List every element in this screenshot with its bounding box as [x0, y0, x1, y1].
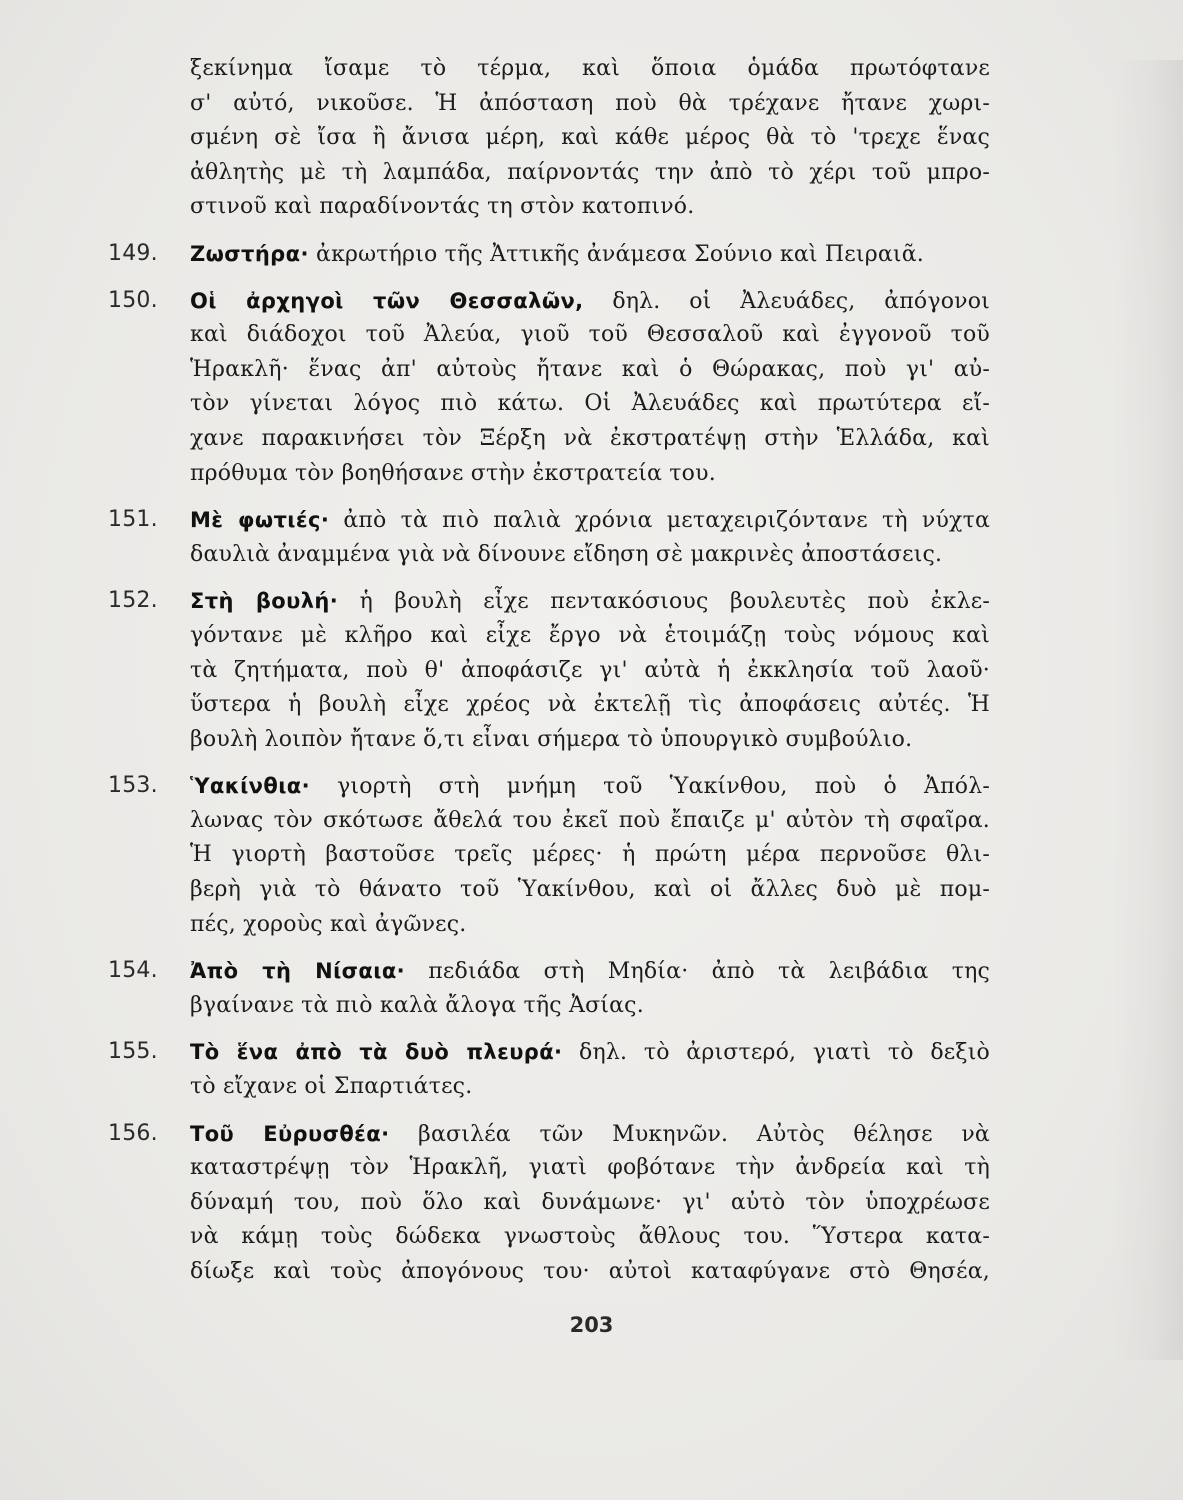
- note-number: 150.: [108, 287, 158, 313]
- note-heading: Ζωστήρα·: [190, 241, 309, 266]
- text-line: καὶ διάδοχοι τοῦ Ἀλεύα, γιοῦ τοῦ Θεσσαλοῦ καὶ ἐγγονοῦ τοῦ: [190, 322, 990, 348]
- note-number: 156.: [108, 1120, 158, 1146]
- text-line: Ἡρακλῆ· ἕνας ἀπ' αὐτοὺς ἤτανε καὶ ὁ Θώρακας, ποὺ γι' αὐ-: [190, 356, 990, 382]
- note-number: 155.: [108, 1039, 158, 1065]
- text-line: σ' αὐτό, νικοῦσε. Ἡ ἀπόσταση ποὺ θὰ τρέχανε ἤτανε χωρι-: [190, 90, 990, 116]
- text-line: [190, 584, 990, 619]
- note-number: 151.: [108, 507, 158, 533]
- text-line: τὸ εἴχανε οἱ Σπαρτιάτες.: [190, 1074, 473, 1100]
- text-line: [190, 237, 990, 272]
- text-line: [190, 954, 990, 989]
- note-text: γιορτὴ στὴ μνήμη τοῦ Ὑακίνθου, ποὺ ὁ Ἀπόλ-: [337, 774, 990, 800]
- text-line: [190, 1117, 990, 1152]
- text-line: σμένη σὲ ἴσα ἢ ἄνισα μέρη, καὶ κάθε μέρος θὰ τὸ 'τρεχε ἕνας: [190, 125, 990, 151]
- text-line: Ἡ γιορτὴ βαστοῦσε τρεῖς μέρες· ἡ πρώτη μέρα περνοῦσε θλι-: [190, 842, 990, 868]
- note-number: 149.: [108, 240, 158, 266]
- text-line: λωνας τὸν σκότωσε ἄθελά του ἐκεῖ ποὺ ἔπαιζε μ' αὐτὸν τὴ σφαῖρα.: [190, 807, 990, 833]
- text-line: δίωξε καὶ τοὺς ἀπογόνους του· αὐτοὶ καταφύγανε στὸ Θησέα,: [190, 1259, 990, 1284]
- text-line: γόντανε μὲ κλῆρο καὶ εἶχε ἔργο νὰ ἑτοιμάζῃ τοὺς νόμους καὶ: [190, 622, 990, 648]
- note-text: ἀπὸ τὰ πιὸ παλιὰ χρόνια μεταχειριζόντανε τὴ νύχτα: [343, 508, 990, 534]
- note-entry-149: [108, 237, 990, 272]
- text-line: ὕστερα ἡ βουλὴ εἶχε χρέος νὰ ἐκτελῇ τὶς ἀποφάσεις αὐτές. Ἡ: [190, 692, 990, 718]
- note-heading: Μὲ φωτιές·: [190, 508, 330, 533]
- text-line: [190, 769, 990, 804]
- text-line: βουλὴ λοιπὸν ἤτανε ὅ,τι εἶναι σήμερα τὸ ὑπουργικὸ συμβούλιο.: [190, 726, 913, 752]
- show-through-shadow: [1113, 60, 1183, 1360]
- text-line: ἀθλητὴς μὲ τὴ λαμπάδα, παίρνοντάς την ἀπὸ τὸ χέρι τοῦ μπρο-: [190, 159, 990, 185]
- text-line: χανε παρακινήσει τὸν Ξέρξη νὰ ἐκστρατέψῃ στὴν Ἑλλάδα, καὶ: [190, 425, 990, 451]
- notes-text: [108, 52, 991, 1290]
- intro-paragraph: [190, 52, 990, 225]
- note-heading: Ὑακίνθια·: [190, 774, 310, 799]
- page-number: 203: [569, 1313, 614, 1337]
- text-line: στινοῦ καὶ παραδίνοντάς τη στὸν κατοπινό.: [190, 194, 695, 220]
- text-line: τὰ ζητήματα, ποὺ θ' ἀποφάσιζε γι' αὐτὰ ἡ ἐκκλησία τοῦ λαοῦ·: [190, 657, 990, 683]
- note-entry-154: [108, 954, 990, 1023]
- note-entry-155: [108, 1035, 990, 1104]
- note-text: βασιλέα τῶν Μυκηνῶν. Αὐτὸς θέλησε νὰ: [418, 1121, 990, 1147]
- note-entry-151: [108, 503, 990, 572]
- note-heading: Τοῦ Εὐρυσθέα·: [190, 1121, 390, 1146]
- note-number: 153.: [108, 773, 158, 799]
- text-line: ξεκίνημα ἴσαμε τὸ τέρμα, καὶ ὅποια ὁμάδα πρωτόφτανε: [190, 56, 990, 81]
- text-line: [190, 503, 990, 538]
- note-text: δηλ. τὸ ἀριστερό, γιατὶ τὸ δεξιὸ: [579, 1040, 990, 1066]
- text-line: [190, 284, 990, 319]
- text-line: νὰ κάμῃ τοὺς δώδεκα γνωστοὺς ἄθλους του. Ὕστερα κατα-: [190, 1224, 990, 1250]
- text-line: πρόθυμα τὸν βοηθήσανε στὴν ἐκστρατεία του.: [190, 460, 716, 486]
- note-entry-150: [108, 284, 990, 492]
- text-line: δύναμή του, ποὺ ὅλο καὶ δυνάμωνε· γι' αὐτὸ τὸν ὑποχρέωσε: [190, 1189, 990, 1215]
- note-heading: Ἀπὸ τὴ Νίσαια·: [190, 959, 406, 984]
- note-entry-152: [108, 584, 991, 757]
- note-number: 154.: [108, 958, 158, 984]
- text-line: [190, 1035, 990, 1070]
- text-line: τὸν γίνεται λόγος πιὸ κάτω. Οἱ Ἀλευάδες καὶ πρωτύτερα εἴ-: [190, 391, 990, 417]
- note-number: 152.: [108, 588, 158, 614]
- text-line: δαυλιὰ ἀναμμένα γιὰ νὰ δίνουνε εἴδηση σὲ μακρινὲς ἀποστάσεις.: [190, 541, 943, 567]
- text-line: καταστρέψῃ τὸν Ἡρακλῆ, γιατὶ φοβότανε τὴν ἀνδρεία καὶ τὴ: [190, 1155, 990, 1181]
- note-heading: Τὸ ἕνα ἀπὸ τὰ δυὸ πλευρά·: [190, 1040, 563, 1065]
- text-line: βερὴ γιὰ τὸ θάνατο τοῦ Ὑακίνθου, καὶ οἱ ἄλλες δυὸ μὲ πομ-: [190, 877, 990, 903]
- note-entry-156: [108, 1117, 990, 1290]
- note-heading: Στὴ βουλή·: [190, 589, 339, 614]
- text-line: πές, χοροὺς καὶ ἀγῶνες.: [190, 911, 467, 937]
- note-text: ἡ βουλὴ εἶχε πεντακόσιους βουλευτὲς ποὺ ἐκλε-: [359, 589, 991, 615]
- note-text: ἀκρωτήριο τῆς Ἀττικῆς ἀνάμεσα Σούνιο καὶ Πειραιᾶ.: [316, 241, 924, 267]
- note-text: δηλ. οἱ Ἀλευάδες, ἀπόγονοι: [612, 288, 990, 314]
- note-text: πεδιάδα στὴ Μηδία· ἀπὸ τὰ λειβάδια της: [428, 959, 990, 985]
- note-heading: Οἱ ἀρχηγοὶ τῶν Θεσσαλῶν,: [190, 288, 584, 313]
- text-line: βγαίνανε τὰ πιὸ καλὰ ἄλογα τῆς Ἀσίας.: [190, 992, 644, 1018]
- note-entry-153: [108, 769, 990, 942]
